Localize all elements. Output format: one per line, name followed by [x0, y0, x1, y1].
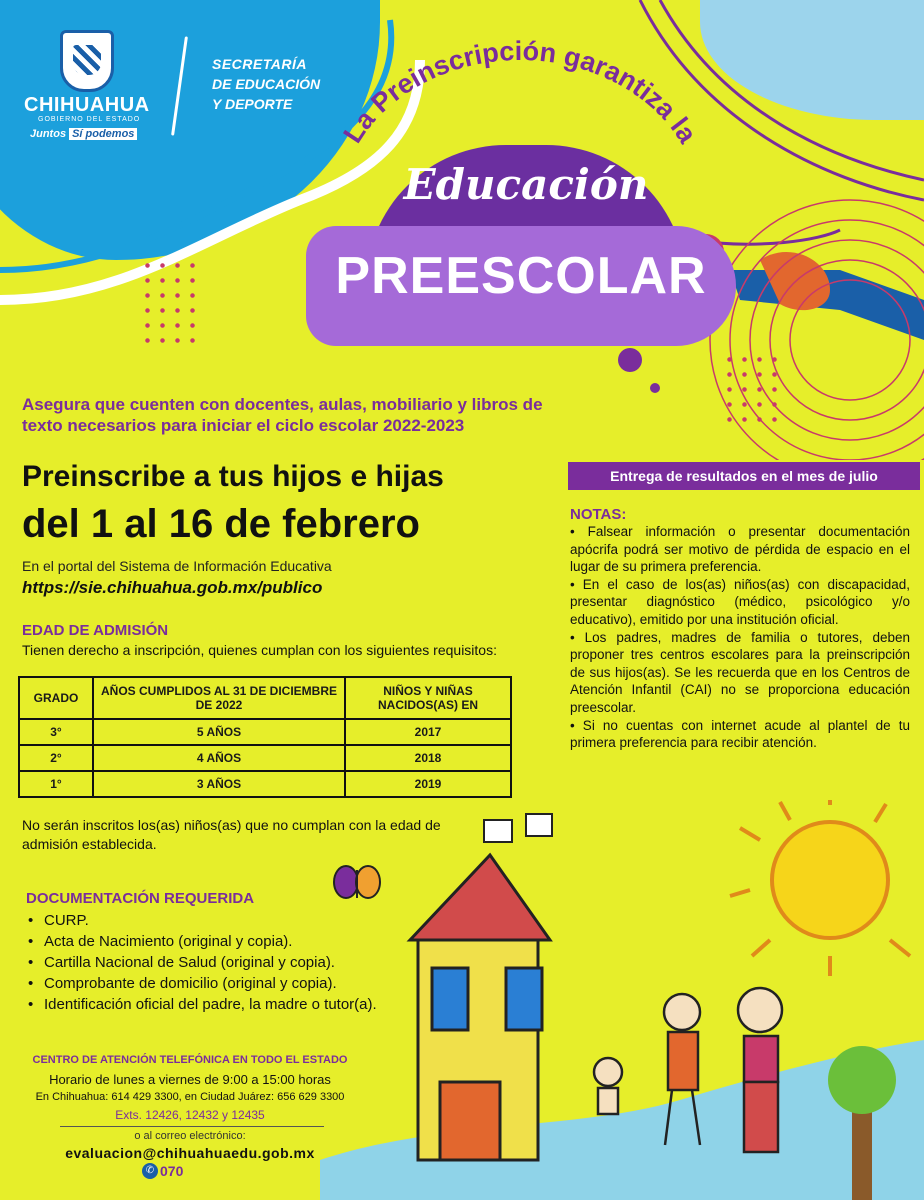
list-item: • Acta de Nacimiento (original y copia). — [26, 931, 406, 952]
admission-note: No serán inscritos los(as) niños(as) que no cumplan con la edad de admisión establecida. — [22, 817, 441, 852]
table-cell: 3 AÑOS — [93, 771, 345, 797]
note-item: • En el caso de los(as) niños(as) con discapacidad, presentar diagnóstico (médico, psicológico y/o educativo), emitido por una institución oficial. — [570, 576, 910, 627]
svg-text:La Preinscripción garantiza la — [337, 40, 703, 149]
secretaria-line-1: SECRETARÍA — [212, 56, 307, 72]
table-header-row — [19, 677, 511, 719]
logo-subtitle: GOBIERNO DEL ESTADO — [38, 116, 141, 123]
note-item: • Si no cuentas con internet acude al plantel de tu primera preferencia para recibir atención. — [570, 717, 910, 751]
chihuahua-logo — [24, 30, 184, 150]
title-educacion: Educación — [403, 160, 649, 209]
shield-icon — [60, 30, 114, 92]
books-icon — [484, 814, 552, 842]
table-cell: 2° — [19, 745, 93, 771]
list-item: • CURP. — [26, 910, 406, 931]
logo-name: CHIHUAHUA — [24, 94, 150, 116]
secretaria-line-2: DE EDUCACIÓN — [212, 76, 321, 92]
child-drawing-illustration — [320, 800, 924, 1200]
title-arc-text: La Preinscripción garantiza la — [337, 40, 703, 149]
edad-text: Tienen derecho a inscripción, quienes cumplan con los siguientes requisitos: — [22, 642, 497, 658]
documentation-heading: DOCUMENTACIÓN REQUERIDA — [26, 890, 255, 907]
butterfly-icon — [334, 866, 380, 898]
secretaria-line-3: Y DEPORTE — [212, 96, 293, 112]
admission-table — [18, 676, 512, 798]
list-item: • Comprobante de domicilio (original y copia). — [26, 973, 406, 994]
list-item: • Identificación oficial del padre, la madre o tutor(a). — [26, 994, 406, 1015]
decor-dot-grid — [140, 258, 200, 348]
table-row — [19, 771, 511, 797]
table-header: GRADO — [19, 677, 93, 719]
title-preescolar: PREESCOLAR — [335, 247, 707, 305]
table-header: NIÑOS Y NIÑAS NACIDOS(AS) EN — [345, 677, 511, 719]
notes-body — [570, 523, 910, 752]
divider — [60, 1126, 324, 1127]
table-row — [19, 719, 511, 745]
decor-dot-grid — [722, 352, 782, 432]
note-item: • Los padres, madres de familia o tutores, deben proponer tres centros escolares para la preinscripción de sus hijos(as). Se les recuerda que en los Centros de Atención Infantil (CAI) no se proporciona educación preescolar. — [570, 629, 910, 715]
table-cell: 2019 — [345, 771, 511, 797]
notes-heading: NOTAS: — [570, 506, 627, 523]
table-header: AÑOS CUMPLIDOS AL 31 DE DICIEMBRE DE 2022 — [93, 677, 345, 719]
contact-hours: Horario de lunes a viernes de 9:00 a 15:00 horas — [49, 1072, 331, 1087]
table-cell: 2017 — [345, 719, 511, 745]
logo-slogan: Juntos Sí podemos — [30, 128, 137, 140]
contact-heading: CENTRO DE ATENCIÓN TELEFÓNICA EN TODO EL ESTADO — [32, 1054, 348, 1066]
results-banner: Entrega de resultados en el mes de julio — [568, 462, 920, 490]
preinscribe-dates: del 1 al 16 de febrero — [22, 502, 420, 546]
phone-icon: ✆ — [142, 1163, 158, 1179]
portal-text: En el portal del Sistema de Información Educativa — [22, 558, 332, 574]
table-row — [19, 745, 511, 771]
table-cell: 2018 — [345, 745, 511, 771]
contact-phones: En Chihuahua: 614 429 3300, en Ciudad Juárez: 656 629 3300 — [35, 1091, 345, 1103]
table-cell: 1° — [19, 771, 93, 797]
preinscribe-heading: Preinscribe a tus hijos e hijas — [22, 460, 444, 493]
table-cell: 3° — [19, 719, 93, 745]
sun-icon — [730, 800, 910, 976]
contact-email[interactable]: evaluacion@chihuahuaedu.gob.mx — [65, 1145, 315, 1161]
list-item: • Cartilla Nacional de Salud (original y copia). — [26, 952, 406, 973]
house-icon — [410, 855, 550, 1160]
portal-url[interactable]: https://sie.chihuahua.gob.mx/publico — [22, 578, 323, 597]
contact-phone-short[interactable]: 070 — [160, 1163, 184, 1179]
table-cell: 5 AÑOS — [93, 719, 345, 745]
contact-extensions: Exts. 12426, 12432 y 12435 — [115, 1108, 265, 1122]
intro-text: Asegura que cuenten con docentes, aulas, mobiliario y libros de texto necesarios para iniciar el ciclo escolar 2022-2023 — [22, 395, 543, 435]
edad-heading: EDAD DE ADMISIÓN — [22, 622, 169, 639]
table-cell: 4 AÑOS — [93, 745, 345, 771]
contact-email-label: o al correo electrónico: — [134, 1130, 246, 1142]
note-item: • Falsear información o presentar documentación apócrifa podrá ser motivo de pérdida de espacio en el lugar de su primera preferencia. — [570, 524, 910, 575]
